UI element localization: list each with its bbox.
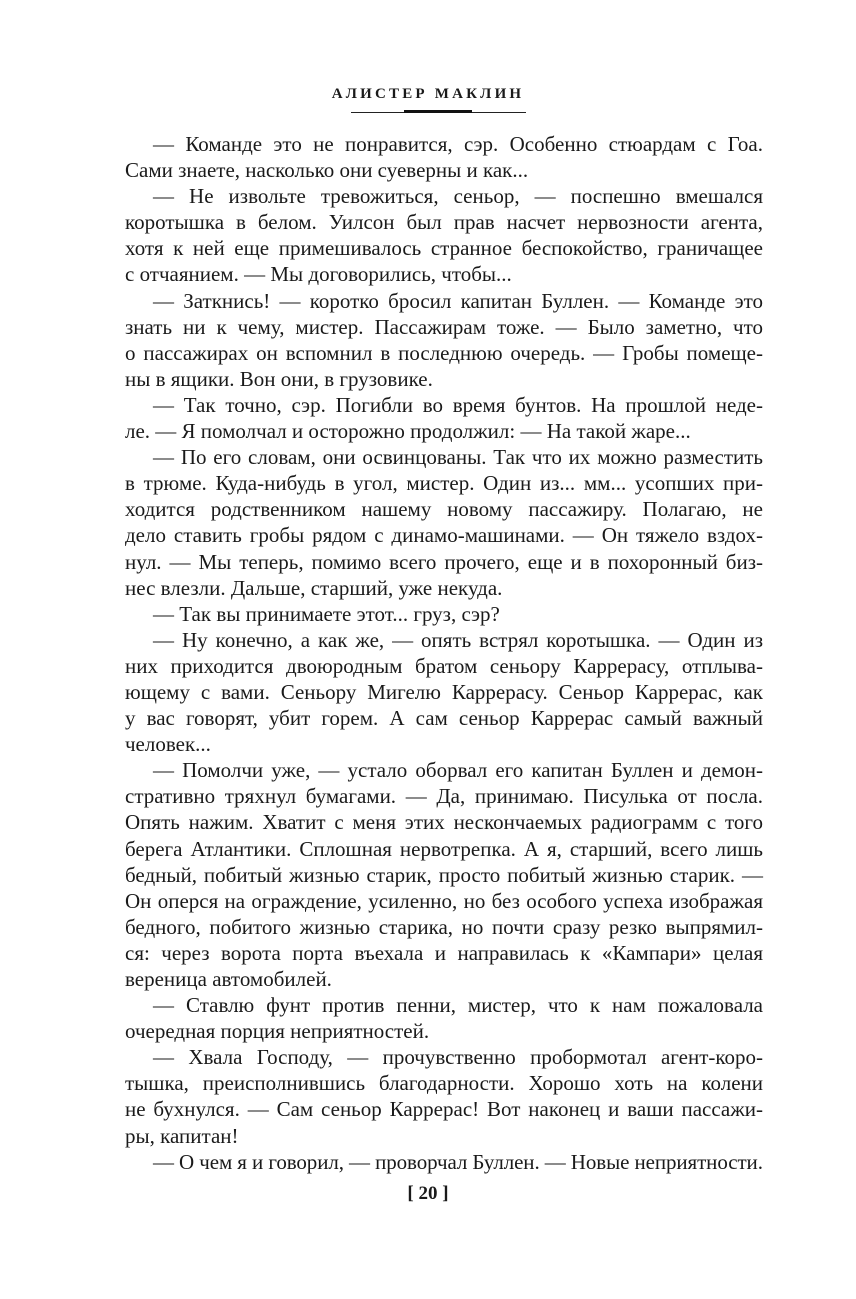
text-line: дело ставить гробы рядом с динамо-машинами. — Он тяжело вздох- [125,523,763,548]
text-line: человек... [125,732,211,757]
paragraph [125,392,763,444]
text-line: тышка, преисполнившись благодарности. Хорошо хоть на колени [125,1071,763,1096]
text-line: знать ни к чему, мистер. Пассажирам тоже. — Было заметно, что [125,314,763,339]
text-line: бедного, побитого жизнью старика, но почти сразу резко выпрямил- [125,914,763,939]
text-line: хотя к ней еще примешивалось странное беспокойство, граничащее [125,236,763,261]
text-line: не бухнулся. — Сам сеньор Каррерас! Вот наконец и ваши пассажи- [125,1097,763,1122]
text-line: — Хвала Господу, — прочувственно пробормотал агент-коро- [153,1045,763,1070]
text-line: ны в ящики. Вон они, в грузовике. [125,366,433,391]
paragraph [125,444,763,601]
text-line: ры, капитан! [125,1123,239,1148]
text-line: нул. — Мы теперь, помимо всего прочего, еще и в похоронный биз- [125,549,763,574]
text-line: у вас говорят, убит горем. А сам сеньор Каррерас самый важный [125,706,763,731]
text-line: — Команде это не понравится, сэр. Особенно стюардам с Гоа. [153,132,763,156]
paragraph [125,131,763,183]
running-title: АЛИСТЕР МАКЛИН [331,86,525,102]
text-line: очередная порция неприятностей. [125,1019,430,1044]
text-line: — По его словам, они освинцованы. Так что их можно разместить [153,445,763,470]
header-rule-accent [404,110,472,113]
text-line: — Не извольте тревожиться, сеньор, — поспешно вмешался [153,184,763,209]
text-line: вереница автомобилей. [125,967,332,991]
text-line: ле. — Я помолчал и осторожно продолжил: — На такой жаре... [125,419,691,444]
text-line: Он оперся на ограждение, усиленно, но без особого успеха изображая [125,888,763,913]
text-line: с отчаянием. — Мы договорились, чтобы... [125,262,512,287]
text-line: — Помолчи уже, — устало оборвал его капитан Буллен и демон- [153,758,763,783]
text-line: стративно тряхнул бумагами. — Да, принимаю. Писулька от посла. [125,784,763,809]
text-line: — Так вы принимаете этот... груз, сэр? [153,601,500,626]
paragraph [125,288,763,392]
text-line: них приходится двоюродным братом сеньору Каррерасу, отплыва- [125,653,763,678]
text-line: коротышка в белом. Уилсон был прав насчет нервозности агента, [125,210,763,235]
text-line: — Ставлю фунт против пенни, мистер, что к нам пожаловала [153,993,763,1018]
text-line: берега Атлантики. Сплошная нервотрепка. А я, старший, всего лишь [125,836,763,861]
text-line: бедный, побитый жизнью старик, просто побитый жизнью старик. — [125,862,763,887]
text-line: ходится родственником нашему новому пассажиру. Полагаю, не [125,497,763,522]
paragraph [125,757,763,992]
paragraph [125,601,763,627]
text-line: — Ну конечно, а как же, — опять встрял коротышка. — Один из [153,627,763,652]
text-line: нес влезли. Дальше, старший, уже некуда. [125,575,503,600]
text-line: в трюме. Куда-нибудь в угол, мистер. Один из... мм... усопших при- [125,471,763,496]
body-text [125,131,763,1175]
paragraph [125,627,763,757]
page-number: [ 20 ] [407,1183,449,1204]
text-line: Сами знаете, насколько они суеверны и как... [125,158,529,183]
paragraph [125,992,763,1044]
text-line: — Заткнись! — коротко бросил капитан Буллен. — Команде это [153,288,763,313]
text-line: ся: через ворота порта въехала и направилась к «Кампари» целая [125,940,763,965]
text-line: о пассажирах он вспомнил в последнюю очередь. — Гробы помеще- [125,340,763,365]
text-line: Опять нажим. Хватит с меня этих нескончаемых радиограмм с того [125,810,763,835]
text-line: — О чем я и говорил, — проворчал Буллен. — Новые неприятности. [153,1149,763,1174]
text-line: ющему с вами. Сеньору Мигелю Каррерасу. Сеньор Каррерас, как [125,679,763,704]
paragraph [125,1044,763,1148]
paragraph [125,1149,763,1175]
paragraph [125,183,763,287]
text-line: — Так точно, сэр. Погибли во время бунтов. На прошлой неде- [153,392,763,417]
